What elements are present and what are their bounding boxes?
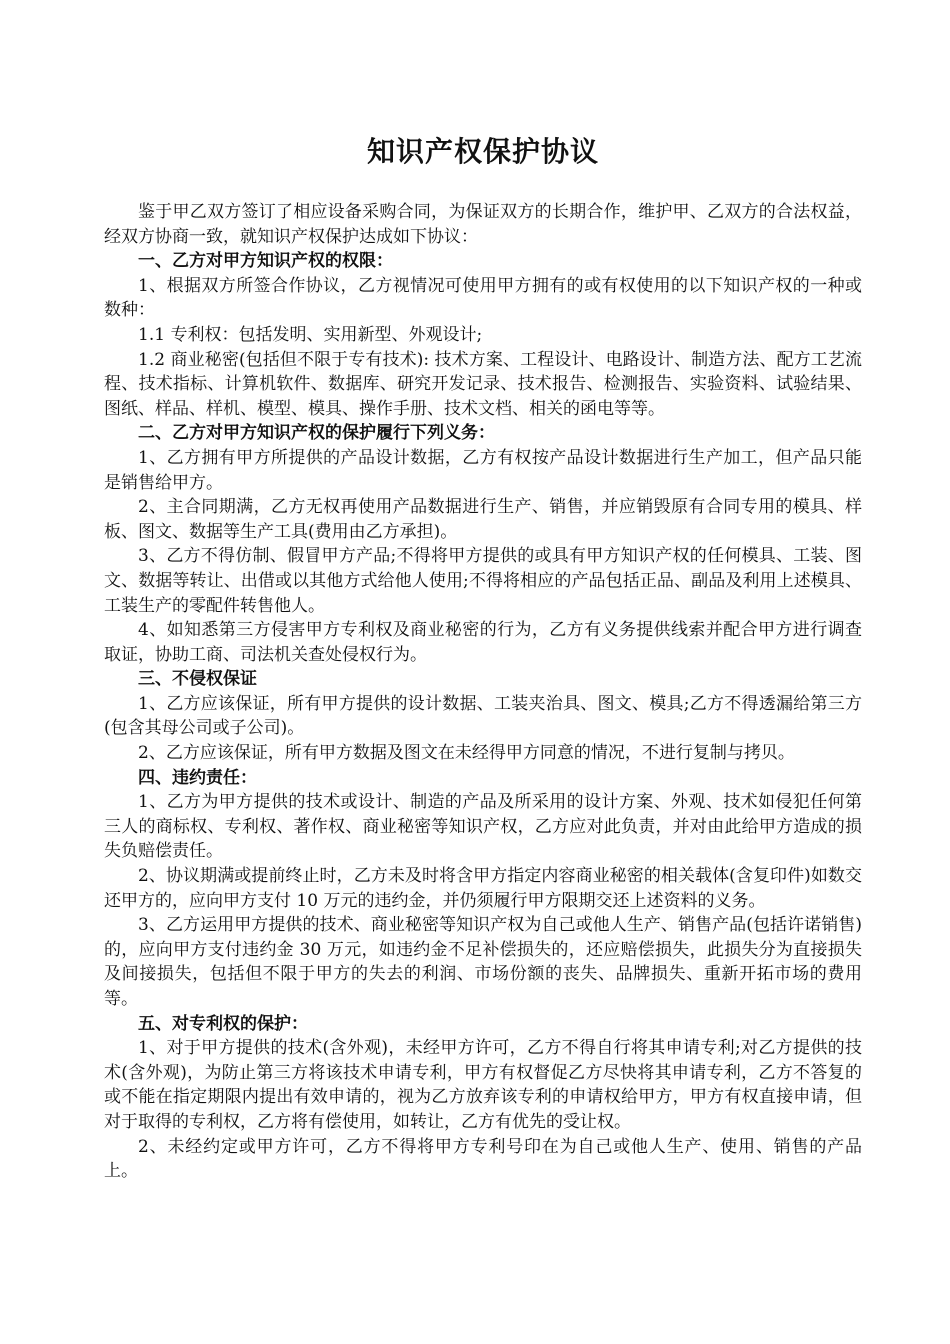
paragraph: 1、对于甲方提供的技术(含外观)，未经甲方许可，乙方不得自行将其申请专利;对乙方提供的技术(含外观)，为防止第三方将该技术申请专利，甲方有权督促乙方尽快将其申请专利，乙方不答复的或不能在指定期限内提出有效申请的，视为乙方放弃该专利的申请权给甲方，甲方有权直接申请，但对于取得的专利权，乙方将有偿使用，如转让，乙方有优先的受让权。 [104,1038,862,1132]
section-heading: 二、乙方对甲方知识产权的保护履行下列义务： [138,423,495,444]
section-heading: 三、不侵权保证 [138,669,257,690]
paragraph: 1、根据双方所签合作协议，乙方视情况可使用甲方拥有的或有权使用的以下知识产权的一种或数种： [104,275,862,321]
paragraph: 1、乙方应该保证，所有甲方提供的设计数据、工装夹治具、图文、模具;乙方不得透漏给第三方(包含其母公司或子公司)。 [104,693,862,739]
paragraph: 1.1 专利权：包括发明、实用新型、外观设计; [138,324,483,345]
document-body [104,200,862,1184]
paragraph: 1、乙方拥有甲方所提供的产品设计数据，乙方有权按产品设计数据进行生产加工，但产品只能是销售给甲方。 [104,447,862,493]
paragraph: 3、乙方不得仿制、假冒甲方产品;不得将甲方提供的或具有甲方知识产权的任何模具、工装、图文、数据等转让、出借或以其他方式给他人使用;不得将相应的产品包括正品、副品及利用上述模具、工装生产的零配件转售他人。 [104,546,862,616]
paragraph: 2、乙方应该保证，所有甲方数据及图文在未经得甲方同意的情况，不进行复制与拷贝。 [138,743,795,764]
paragraph: 2、主合同期满，乙方无权再使用产品数据进行生产、销售，并应销毁原有合同专用的模具、样板、图文、数据等生产工具(费用由乙方承担)。 [104,497,862,542]
section-heading: 五、对专利权的保护： [138,1013,308,1034]
paragraph: 1、乙方为甲方提供的技术或设计、制造的产品及所采用的设计方案、外观、技术如侵犯任何第三人的商标权、专利权、著作权、商业秘密等知识产权，乙方应对此负责，并对由此给甲方造成的损失负赔偿责任。 [104,792,862,862]
paragraph: 鉴于甲乙双方签订了相应设备采购合同，为保证双方的长期合作，维护甲、乙双方的合法权益，经双方协商一致，就知识产权保护达成如下协议： [104,202,862,247]
paragraph: 4、如知悉第三方侵害甲方专利权及商业秘密的行为，乙方有义务提供线索并配合甲方进行调查取证，协助工商、司法机关查处侵权行为。 [104,620,862,665]
section-heading: 四、违约责任： [138,767,257,788]
paragraph: 1.2 商业秘密(包括但不限于专有技术): 技术方案、工程设计、电路设计、制造方法、配方工艺流程、技术指标、计算机软件、数据库、研究开发记录、技术报告、检测报告、实验资料、试验结果、图纸、样品、样机、模型、模具、操作手册、技术文档、相关的函电等等。 [104,349,862,419]
paragraph: 3、乙方运用甲方提供的技术、商业秘密等知识产权为自己或他人生产、销售产品(包括许诺销售)的，应向甲方支付违约金 30 万元，如违约金不足补偿损失的，还应赔偿损失，此损失分为直接损失及间接损失，包括但不限于甲方的失去的利润、市场份额的丧失、品牌损失、重新开拓市场的费用等。 [104,915,862,1009]
section-heading: 一、乙方对甲方知识产权的权限： [138,251,393,272]
document-title: 知识产权保护协议 [366,135,599,168]
paragraph: 2、协议期满或提前终止时，乙方未及时将含甲方指定内容商业秘密的相关载体(含复印件)如数交还甲方的，应向甲方支付 10 万元的违约金，并仍须履行甲方限期交还上述资料的义务。 [104,866,862,911]
paragraph: 2、未经约定或甲方许可，乙方不得将甲方专利号印在为自己或他人生产、使用、销售的产品上。 [104,1136,862,1182]
